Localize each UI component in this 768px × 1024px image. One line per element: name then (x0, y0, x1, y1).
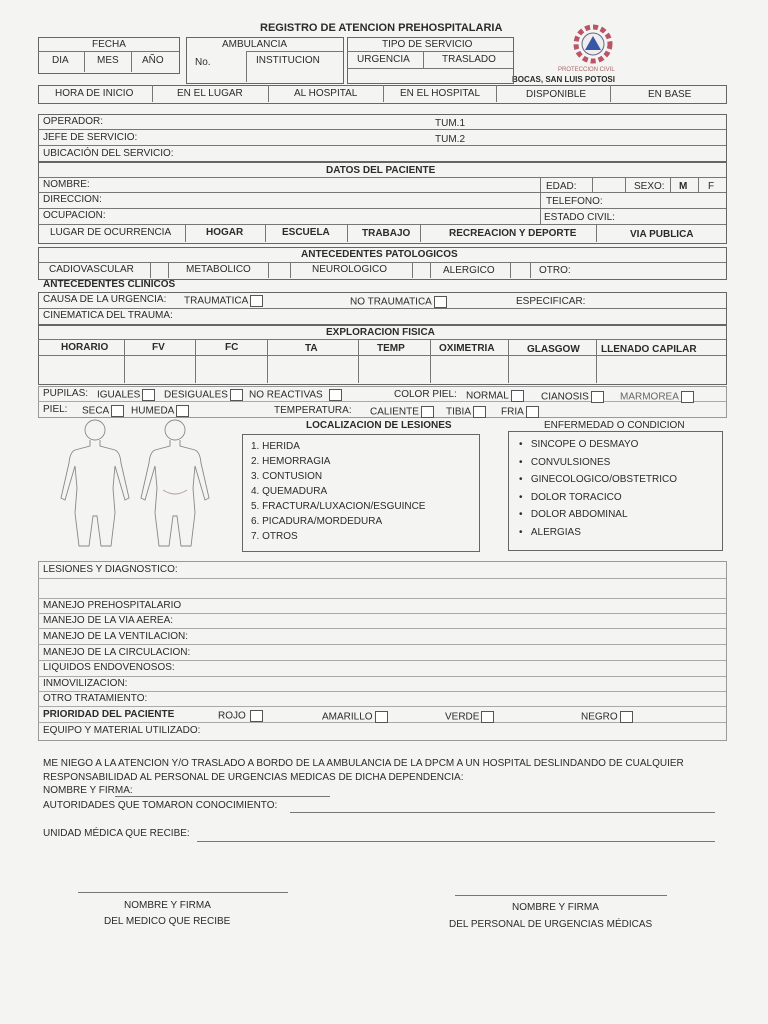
time-en-el-lugar: EN EL LUGAR (177, 88, 243, 99)
body-back-figure (141, 420, 209, 546)
manejo-prehospitalario-label: MANEJO PREHOSPITALARIO (43, 600, 182, 611)
piel-label: PIEL: (43, 404, 68, 415)
body-front-figure (61, 420, 129, 546)
pupilas-no-reactivas[interactable] (249, 389, 342, 401)
time-al-hospital: AL HOSPITAL (294, 88, 358, 99)
patologicos-heading: ANTECEDENTES PATOLOGICOS (301, 249, 458, 260)
verde-checkbox[interactable] (481, 711, 494, 723)
marmorea-checkbox[interactable] (681, 391, 694, 403)
inmovilizacion-label: INMOVILIZACION: (43, 678, 128, 689)
fria-label: FRIA (501, 406, 524, 418)
temp-tibia[interactable] (446, 406, 486, 418)
no-traumatica-checkbox[interactable] (434, 296, 447, 308)
col-temp: TEMP (377, 343, 405, 354)
condicion-item[interactable]: • DOLOR TORACICO (519, 491, 622, 503)
caliente-checkbox[interactable] (421, 406, 434, 418)
lugar-recreacion[interactable]: RECREACION Y DEPORTE (449, 228, 577, 239)
col-fc: FC (225, 342, 239, 353)
lesion-item[interactable]: 5. FRACTURA/LUXACION/ESGUINCE (251, 501, 426, 512)
ubicacion-label: UBICACIÓN DEL SERVICIO: (43, 148, 174, 159)
color-cianosis[interactable] (541, 391, 604, 403)
fria-checkbox[interactable] (526, 406, 539, 418)
temp-caliente[interactable] (370, 406, 434, 418)
enfermedad-box (508, 431, 723, 551)
color-normal[interactable] (466, 390, 524, 402)
iguales-checkbox[interactable] (142, 389, 155, 401)
condicion-label: SINCOPE O DESMAYO (530, 439, 639, 450)
pat-alergico[interactable]: ALERGICO (443, 265, 495, 276)
pupilas-label: PUPILAS: (43, 388, 89, 399)
humeda-checkbox[interactable] (176, 405, 189, 417)
body-diagram[interactable] (55, 418, 220, 553)
estado-civil-label: ESTADO CIVIL: (544, 212, 615, 223)
lugar-escuela[interactable]: ESCUELA (282, 227, 330, 238)
autoridades-line[interactable] (290, 812, 715, 813)
prioridad-amarillo[interactable] (322, 711, 388, 723)
fecha-label: FECHA (92, 39, 126, 50)
amarillo-checkbox[interactable] (375, 711, 388, 723)
lugar-ocurrencia-label: LUGAR DE OCURRENCIA (50, 227, 172, 238)
condicion-item[interactable]: • GINECOLOGICO/OBSTETRICO (519, 474, 677, 485)
especificar-label: ESPECIFICAR: (516, 296, 586, 307)
operador-label: OPERADOR: (43, 116, 104, 127)
anio-label: AÑO (142, 55, 164, 66)
pat-cardiovascular[interactable]: CADIOVASCULAR (49, 264, 134, 275)
desiguales-label: DESIGUALES (164, 389, 228, 401)
lesion-item[interactable]: 2. HEMORRAGIA (251, 456, 331, 467)
firma-medico-line[interactable] (78, 892, 288, 893)
mes-label: MES (97, 55, 119, 66)
col-llenado-capilar: LLENADO CAPILAR (601, 344, 697, 355)
desiguales-checkbox[interactable] (230, 389, 243, 401)
no-reactivas-label: NO REACTIVAS (249, 389, 323, 401)
servicio-label: TIPO DE SERVICIO (382, 39, 473, 50)
negativa-nombre-line[interactable] (115, 796, 330, 797)
negativa-nombre-label: NOMBRE Y FIRMA: (43, 785, 133, 796)
ventilacion-label: MANEJO DE LA VENTILACION: (43, 631, 189, 642)
exploracion-heading: EXPLORACION FISICA (326, 327, 435, 338)
temp-fria[interactable] (501, 406, 539, 418)
enfermedad-list (519, 436, 677, 541)
tum1-label: TUM.1 (435, 118, 465, 129)
jefe-servicio-label: JEFE DE SERVICIO: (43, 132, 138, 143)
condicion-label: GINECOLOGICO/OBSTETRICO (530, 474, 677, 485)
temperatura-label: TEMPERATURA: (274, 405, 352, 416)
firma-personal-label-2: DEL PERSONAL DE URGENCIAS MÉDICAS (449, 919, 653, 930)
firma-personal-label-1: NOMBRE Y FIRMA (512, 902, 599, 913)
lugar-via-publica[interactable]: VIA PUBLICA (630, 229, 694, 240)
iguales-label: IGUALES (97, 389, 141, 401)
time-disponible: DISPONIBLE (526, 89, 587, 100)
prioridad-negro[interactable] (581, 711, 633, 723)
normal-label: NORMAL (466, 390, 509, 402)
lesion-item[interactable]: 3. CONTUSION (251, 471, 323, 482)
seca-checkbox[interactable] (111, 405, 124, 417)
lesiones-heading: LOCALIZACION DE LESIONES (306, 420, 452, 431)
no-reactivas-checkbox[interactable] (329, 389, 342, 401)
prioridad-rojo[interactable] (218, 710, 263, 722)
lugar-hogar[interactable]: HOGAR (206, 227, 244, 238)
lugar-trabajo[interactable]: TRABAJO (362, 228, 411, 239)
direccion-label: DIRECCION: (43, 194, 102, 205)
via-aerea-label: MANEJO DE LA VIA AEREA: (43, 615, 174, 626)
condicion-item[interactable]: • ALERGIAS (519, 526, 581, 538)
firma-personal-line[interactable] (455, 895, 667, 896)
time-en-base: EN BASE (648, 89, 692, 100)
pat-neurologico[interactable]: NEUROLOGICO (312, 264, 388, 275)
pat-otro: OTRO: (539, 265, 571, 276)
col-glasgow: GLASGOW (527, 344, 580, 355)
traslado-label: TRASLADO (442, 54, 496, 65)
negativa-text-1: ME NIEGO A LA ATENCION Y/O TRASLADO A BORDO DE LA AMBULANCIA DE LA DPCM A UN HOSPITAL DESLINDANDO DE CUALQUIER (43, 758, 684, 769)
org-location: BOCAS, SAN LUIS POTOSI (512, 75, 615, 84)
negativa-text-2: RESPONSABILIDAD AL PERSONAL DE URGENCIAS MEDICAS DE DICHA DEPENDENCIA: (43, 772, 464, 783)
causa-urgencia-label: CAUSA DE LA URGENCIA: (43, 294, 167, 305)
condicion-label: DOLOR ABDOMINAL (530, 509, 628, 520)
condicion-item[interactable]: • CONVULSIONES (519, 456, 611, 468)
no-traumatica-label: NO TRAUMATICA (350, 296, 432, 308)
circulacion-label: MANEJO DE LA CIRCULACION: (43, 647, 191, 658)
enfermedad-heading: ENFERMEDAD O CONDICION (544, 420, 685, 431)
unidad-medica-line[interactable] (197, 841, 715, 842)
clinicos-heading: ANTECEDENTES CLINICOS (43, 279, 176, 290)
time-en-el-hospital: EN EL HOSPITAL (400, 88, 481, 99)
ambulancia-no-label: No. (195, 57, 211, 68)
col-ta: TA (305, 343, 318, 354)
lesion-item[interactable]: 1. HERIDA (251, 441, 300, 452)
prioridad-label: PRIORIDAD DEL PACIENTE (43, 709, 175, 720)
cianosis-label: CIANOSIS (541, 391, 589, 403)
condicion-label: ALERGIAS (530, 526, 581, 538)
lesion-item[interactable]: 4. QUEMADURA (251, 486, 328, 497)
amarillo-label: AMARILLO (322, 711, 373, 723)
condicion-label: DOLOR TORACICO (530, 491, 622, 503)
telefono-label: TELEFONO: (546, 196, 603, 207)
caliente-label: CALIENTE (370, 406, 419, 418)
seca-label: SECA (82, 405, 110, 417)
unidad-medica-label: UNIDAD MÉDICA QUE RECIBE: (43, 828, 190, 839)
pupilas-desiguales[interactable] (164, 389, 243, 401)
pat-metabolico[interactable]: METABOLICO (186, 264, 251, 275)
no-traumatica-option[interactable] (350, 296, 447, 308)
normal-checkbox[interactable] (511, 390, 524, 402)
marmorea-label: MARMOREA (620, 391, 679, 403)
autoridades-label: AUTORIDADES QUE TOMARON CONOCIMIENTO: (43, 800, 278, 811)
negro-label: NEGRO (581, 711, 618, 723)
condicion-label: CONVULSIONES (530, 456, 611, 468)
lesiones-diagnostico-label: LESIONES Y DIAGNOSTICO: (43, 564, 178, 575)
sexo-label: SEXO: (634, 181, 665, 192)
condicion-item[interactable]: • DOLOR ABDOMINAL (519, 509, 628, 520)
lesion-item[interactable]: 7. OTROS (251, 531, 298, 542)
cianosis-checkbox[interactable] (591, 391, 604, 403)
firma-medico-label-1: NOMBRE Y FIRMA (124, 900, 211, 911)
org-name: PROTECCION CIVIL (558, 67, 615, 73)
pupilas-iguales[interactable] (97, 389, 155, 401)
verde-label: VERDE (445, 711, 480, 723)
color-marmorea[interactable] (620, 391, 694, 403)
rojo-checkbox[interactable] (250, 710, 263, 722)
humeda-label: HUMEDA (131, 405, 175, 417)
traumatica-checkbox[interactable] (250, 295, 263, 307)
traumatica-option[interactable] (184, 295, 263, 307)
negro-checkbox[interactable] (620, 711, 633, 723)
nombre-label: NOMBRE: (43, 179, 90, 190)
equipo-label: EQUIPO Y MATERIAL UTILIZADO: (43, 725, 201, 736)
lesiones-box (242, 434, 480, 552)
rojo-label: ROJO (218, 710, 246, 722)
proteccion-civil-logo (568, 22, 618, 72)
cinematica-label: CINEMATICA DEL TRAUMA: (43, 310, 173, 321)
urgencia-label: URGENCIA (357, 54, 410, 65)
otro-tratamiento-label: OTRO TRATAMIENTO: (43, 693, 148, 704)
condicion-item[interactable]: • SINCOPE O DESMAYO (519, 439, 639, 450)
prioridad-verde[interactable] (445, 711, 494, 723)
edad-label: EDAD: (546, 181, 577, 192)
traumatica-label: TRAUMATICA (184, 295, 249, 307)
col-horario: HORARIO (61, 342, 109, 353)
tibia-checkbox[interactable] (473, 406, 486, 418)
color-piel-label: COLOR PIEL: (394, 389, 457, 400)
liquidos-label: LIQUIDOS ENDOVENOSOS: (43, 662, 175, 673)
sexo-f[interactable]: F (708, 181, 715, 192)
ocupacion-label: OCUPACION: (43, 210, 106, 221)
ambulancia-label: AMBULANCIA (222, 39, 288, 50)
institucion-label: INSTITUCION (256, 55, 320, 66)
col-oximetria: OXIMETRIA (439, 343, 495, 354)
lesion-item[interactable]: 6. PICADURA/MORDEDURA (251, 516, 383, 527)
dia-label: DIA (52, 55, 69, 66)
piel-seca[interactable] (82, 405, 124, 417)
tum2-label: TUM.2 (435, 134, 465, 145)
tibia-label: TIBIA (446, 406, 472, 418)
piel-humeda[interactable] (131, 405, 189, 417)
lesiones-list (251, 439, 425, 544)
col-fv: FV (152, 342, 165, 353)
form-title: REGISTRO DE ATENCION PREHOSPITALARIA (260, 22, 503, 34)
time-hora-inicio: HORA DE INICIO (55, 88, 134, 99)
firma-medico-label-2: DEL MEDICO QUE RECIBE (104, 916, 231, 927)
sexo-m[interactable]: M (679, 181, 688, 192)
paciente-heading: DATOS DEL PACIENTE (326, 165, 436, 176)
